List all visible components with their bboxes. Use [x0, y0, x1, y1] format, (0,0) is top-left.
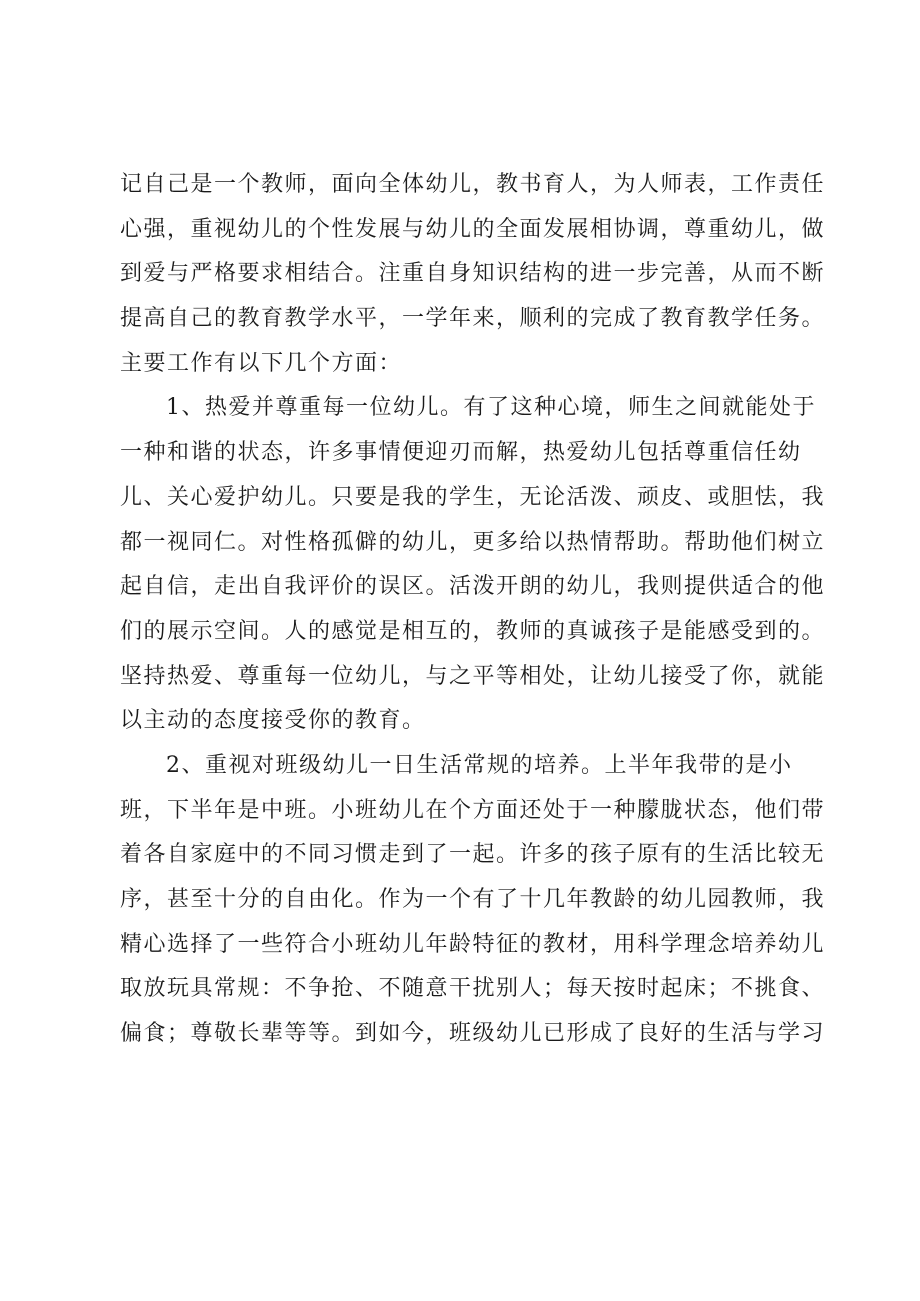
text-line: 都一视同仁。对性格孤僻的幼儿，更多给以热情帮助。帮助他们树立	[120, 529, 826, 555]
body-text	[120, 163, 826, 1057]
text-line: 儿、关心爱护幼儿。只要是我的学生，无论活泼、顽皮、或胆怯，我	[120, 484, 826, 510]
text-line: 偏食；尊敬长辈等等。到如今，班级幼儿已形成了良好的生活与学习	[120, 1021, 826, 1047]
text-line: 记自己是一个教师，面向全体幼儿，教书育人，为人师表，工作责任	[120, 172, 826, 197]
text-line: 心强，重视幼儿的个性发展与幼儿的全面发展相协调，尊重幼儿，做	[120, 216, 826, 242]
text-line: 精心选择了一些符合小班幼儿年龄特征的教材，用科学理念培养幼儿	[120, 931, 826, 957]
text-line: 坚持热爱、尊重每一位幼儿，与之平等相处，让幼儿接受了你，就能	[120, 663, 826, 689]
text-line: 主要工作有以下几个方面：	[120, 350, 403, 376]
text-line: 以主动的态度接受你的教育。	[120, 708, 426, 734]
text-line: 取放玩具常规：不争抢、不随意干扰别人；每天按时起床；不挑食、	[120, 976, 826, 1002]
text-line: 提高自己的教育教学水平，一学年来，顺利的完成了教育教学任务。	[120, 306, 826, 332]
paragraph-1-first-line: 1、热爱并尊重每一位幼儿。有了这种心境，师生之间就能处于	[166, 395, 816, 421]
text-line: 们的展示空间。人的感觉是相互的，教师的真诚孩子是能感受到的。	[120, 618, 826, 644]
text-line: 到爱与严格要求相结合。注重自身知识结构的进一步完善，从而不断	[120, 261, 826, 287]
text-line: 着各自家庭中的不同习惯走到了一起。许多的孩子原有的生活比较无	[120, 842, 826, 868]
text-line: 一种和谐的状态，许多事情便迎刃而解，热爱幼儿包括尊重信任幼	[120, 440, 802, 466]
text-line: 班，下半年是中班。小班幼儿在个方面还处于一种朦胧状态，他们带	[120, 797, 826, 823]
text-line: 起自信，走出自我评价的误区。活泼开朗的幼儿，我则提供适合的他	[120, 574, 826, 600]
text-line: 序，甚至十分的自由化。作为一个有了十几年教龄的幼儿园教师，我	[120, 887, 826, 912]
paragraph-2-first-line: 2、重视对班级幼儿一日生活常规的培养。上半年我带的是小	[166, 752, 793, 778]
